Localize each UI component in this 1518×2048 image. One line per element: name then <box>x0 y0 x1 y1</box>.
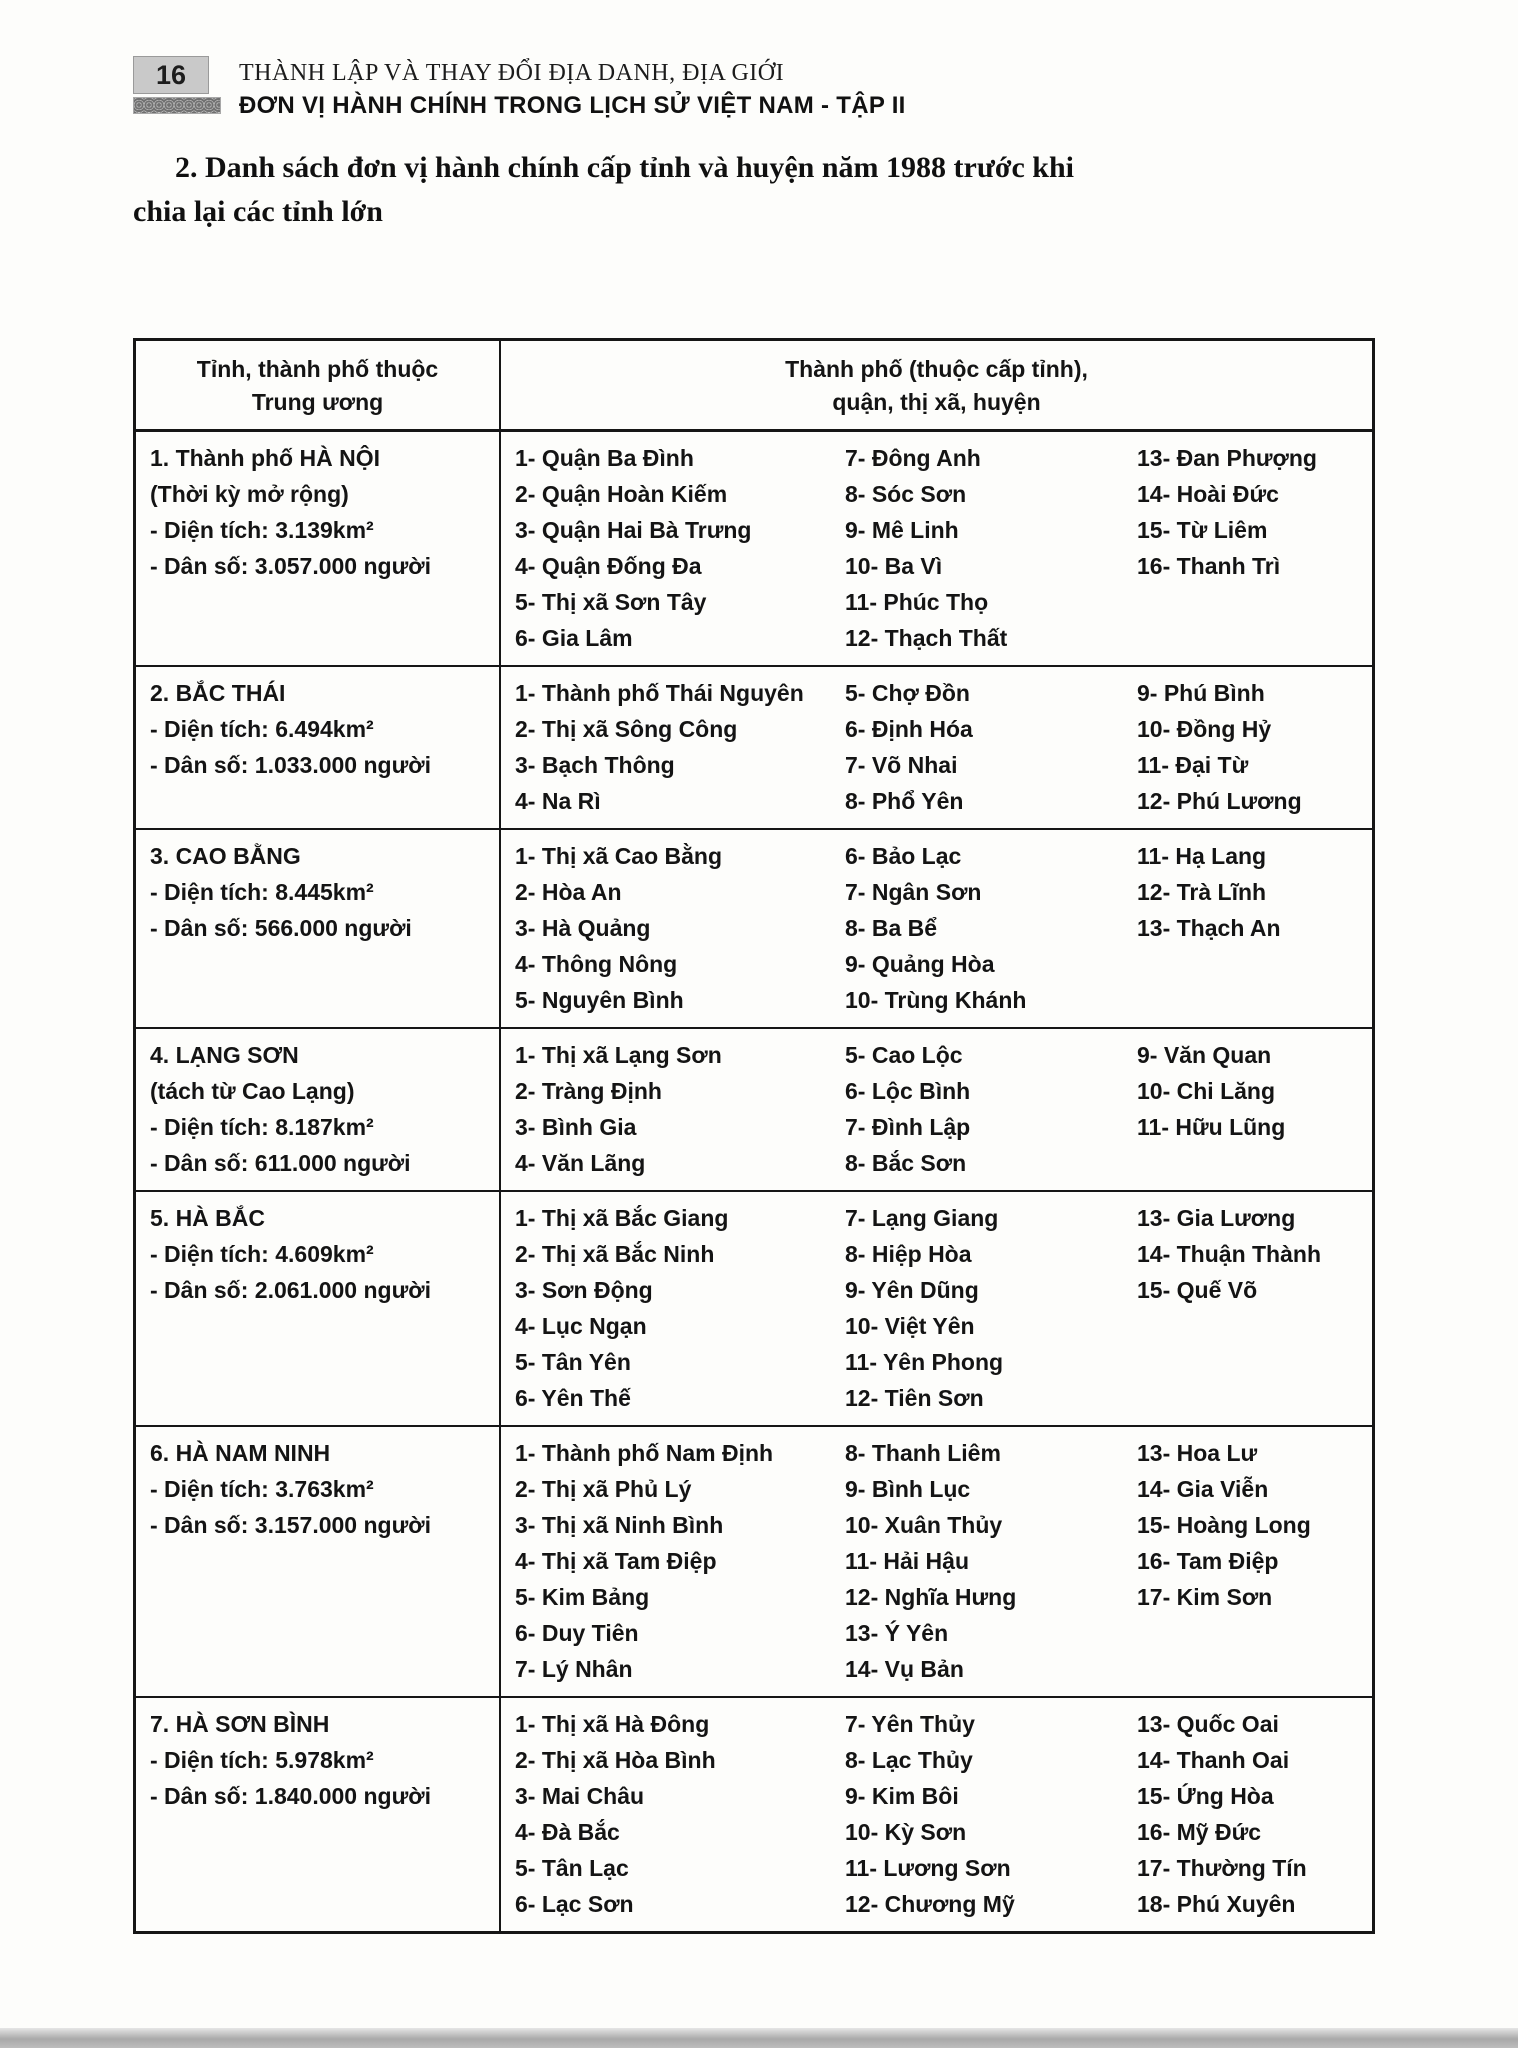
province-line: - Dân số: 566.000 người <box>150 915 412 941</box>
district-item: 11- Hữu Lũng <box>1137 1114 1286 1140</box>
running-head-titles <box>239 56 906 122</box>
province-line: - Dân số: 611.000 người <box>150 1150 411 1176</box>
table-row <box>136 667 1372 830</box>
province-cell <box>136 1029 501 1190</box>
district-column-2 <box>831 1200 1123 1416</box>
district-item: 3- Sơn Động <box>515 1277 653 1303</box>
district-item: 1- Thị xã Hà Đông <box>515 1711 710 1737</box>
district-item: 5- Kim Bảng <box>515 1584 650 1610</box>
district-item: 9- Yên Dũng <box>845 1277 979 1303</box>
district-item: 5- Tân Lạc <box>515 1855 629 1881</box>
col2-header-line1: Thành phố (thuộc cấp tỉnh), <box>785 356 1088 382</box>
table-row <box>136 1427 1372 1698</box>
table-row <box>136 1698 1372 1931</box>
district-item: 8- Hiệp Hòa <box>845 1241 972 1267</box>
district-item: 16- Thanh Trì <box>1137 553 1281 579</box>
district-item: 5- Cao Lộc <box>845 1042 963 1068</box>
page-number: 16 <box>133 56 209 94</box>
district-item: 9- Bình Lục <box>845 1476 971 1502</box>
district-item: 15- Từ Liêm <box>1137 517 1268 543</box>
district-item: 12- Tiên Sơn <box>845 1385 984 1411</box>
col2-header-line2: quận, thị xã, huyện <box>832 389 1041 415</box>
table-header-row <box>136 341 1372 432</box>
district-item: 4- Na Rì <box>515 788 601 814</box>
district-column-2 <box>831 440 1123 656</box>
districts-cell <box>501 432 1372 665</box>
province-line: - Diện tích: 4.609km² <box>150 1241 374 1267</box>
district-item: 7- Đông Anh <box>845 445 981 471</box>
district-item: 1- Thị xã Lạng Sơn <box>515 1042 722 1068</box>
district-item: 8- Thanh Liêm <box>845 1440 1001 1466</box>
province-cell <box>136 667 501 828</box>
col1-header-line2: Trung ương <box>251 389 384 415</box>
district-item: 14- Vụ Bản <box>845 1656 964 1682</box>
district-item: 7- Đình Lập <box>845 1114 971 1140</box>
district-column-2 <box>831 838 1123 1018</box>
district-column-3 <box>1123 1037 1372 1181</box>
district-item: 7- Lý Nhân <box>515 1656 633 1682</box>
district-item: 8- Sóc Sơn <box>845 481 967 507</box>
district-item: 1- Quận Ba Đình <box>515 445 694 471</box>
district-item: 4- Đà Bắc <box>515 1819 620 1845</box>
district-item: 10- Chi Lăng <box>1137 1078 1276 1104</box>
district-item: 5- Thị xã Sơn Tây <box>515 589 707 615</box>
district-item: 13- Thạch An <box>1137 915 1281 941</box>
district-item: 11- Phúc Thọ <box>845 589 989 615</box>
district-item: 3- Thị xã Ninh Bình <box>515 1512 724 1538</box>
districts-cell <box>501 1427 1372 1696</box>
district-item: 10- Trùng Khánh <box>845 987 1027 1013</box>
district-item: 8- Lạc Thủy <box>845 1747 973 1773</box>
district-item: 13- Hoa Lư <box>1137 1440 1258 1466</box>
district-item: 5- Nguyên Bình <box>515 987 684 1013</box>
districts-cell <box>501 1192 1372 1425</box>
district-column-3 <box>1123 1200 1372 1416</box>
province-line: - Diện tích: 8.445km² <box>150 879 374 905</box>
district-item: 4- Quận Đống Đa <box>515 553 702 579</box>
district-item: 13- Ý Yên <box>845 1620 949 1646</box>
district-item: 15- Quế Võ <box>1137 1277 1258 1303</box>
district-item: 4- Văn Lãng <box>515 1150 646 1176</box>
province-line: 4. LẠNG SƠN <box>150 1042 299 1068</box>
district-item: 7- Võ Nhai <box>845 752 958 778</box>
district-item: 15- Hoàng Long <box>1137 1512 1311 1538</box>
district-item: 8- Phổ Yên <box>845 788 964 814</box>
districts-cell <box>501 667 1372 828</box>
district-item: 10- Xuân Thủy <box>845 1512 1003 1538</box>
district-item: 16- Mỹ Đức <box>1137 1819 1262 1845</box>
district-item: 14- Hoài Đức <box>1137 481 1279 507</box>
district-item: 1- Thành phố Nam Định <box>515 1440 774 1466</box>
district-column-3 <box>1123 1435 1372 1687</box>
province-line: - Dân số: 1.840.000 người <box>150 1783 431 1809</box>
district-item: 2- Thị xã Bắc Ninh <box>515 1241 715 1267</box>
district-column-1 <box>501 838 831 1018</box>
province-line: - Diện tích: 6.494km² <box>150 716 374 742</box>
district-column-1 <box>501 1435 831 1687</box>
book-title-line2: ĐƠN VỊ HÀNH CHÍNH TRONG LỊCH SỬ VIỆT NAM - TẬP II <box>239 92 906 119</box>
district-column-2 <box>831 1706 1123 1922</box>
district-item: 10- Đồng Hỷ <box>1137 716 1272 742</box>
district-item: 13- Đan Phượng <box>1137 445 1317 471</box>
district-item: 7- Lạng Giang <box>845 1205 999 1231</box>
col2-header <box>501 341 1372 429</box>
province-line: - Diện tích: 5.978km² <box>150 1747 374 1773</box>
districts-cell <box>501 830 1372 1027</box>
district-item: 13- Quốc Oai <box>1137 1711 1279 1737</box>
province-line: 6. HÀ NAM NINH <box>150 1440 331 1466</box>
district-item: 11- Hải Hậu <box>845 1548 969 1574</box>
district-item: 3- Bình Gia <box>515 1114 637 1140</box>
district-item: 4- Thị xã Tam Điệp <box>515 1548 717 1574</box>
districts-cell <box>501 1029 1372 1190</box>
district-item: 6- Duy Tiên <box>515 1620 639 1646</box>
district-item: 10- Ba Vì <box>845 553 943 579</box>
district-column-3 <box>1123 675 1372 819</box>
district-column-2 <box>831 1037 1123 1181</box>
col1-header-line1: Tỉnh, thành phố thuộc <box>196 356 439 382</box>
district-item: 16- Tam Điệp <box>1137 1548 1279 1574</box>
book-title-line1: THÀNH LẬP VÀ THAY ĐỔI ĐỊA DANH, ĐỊA GIỚI <box>239 60 785 86</box>
district-item: 3- Bạch Thông <box>515 752 675 778</box>
district-column-2 <box>831 675 1123 819</box>
province-line: - Dân số: 1.033.000 người <box>150 752 431 778</box>
district-column-1 <box>501 1037 831 1181</box>
province-line: (tách từ Cao Lạng) <box>150 1078 355 1104</box>
district-column-3 <box>1123 440 1372 656</box>
province-line: (Thời kỳ mở rộng) <box>150 481 349 507</box>
province-cell <box>136 830 501 1027</box>
district-item: 2- Thị xã Phủ Lý <box>515 1476 692 1502</box>
district-item: 11- Yên Phong <box>845 1349 1004 1375</box>
district-item: 14- Thuận Thành <box>1137 1241 1321 1267</box>
district-item: 2- Thị xã Hòa Bình <box>515 1747 716 1773</box>
province-line: 5. HÀ BẮC <box>150 1205 266 1231</box>
district-item: 3- Mai Châu <box>515 1783 645 1809</box>
district-item: 10- Việt Yên <box>845 1313 975 1339</box>
district-item: 6- Định Hóa <box>845 716 973 742</box>
districts-cell <box>501 1698 1372 1931</box>
table-row <box>136 1192 1372 1427</box>
district-item: 1- Thành phố Thái Nguyên <box>515 680 804 706</box>
district-item: 6- Lộc Bình <box>845 1078 971 1104</box>
district-item: 11- Hạ Lang <box>1137 843 1267 869</box>
district-item: 2- Quận Hoàn Kiếm <box>515 481 728 507</box>
district-item: 3- Quận Hai Bà Trưng <box>515 517 752 543</box>
district-item: 9- Kim Bôi <box>845 1783 959 1809</box>
district-item: 17- Thường Tín <box>1137 1855 1307 1881</box>
district-item: 12- Phú Lương <box>1137 788 1302 814</box>
district-item: 13- Gia Lương <box>1137 1205 1296 1231</box>
section-title-line2: chia lại các tỉnh lớn <box>133 195 383 228</box>
province-cell <box>136 1427 501 1696</box>
running-head <box>133 56 906 122</box>
district-item: 17- Kim Sơn <box>1137 1584 1273 1610</box>
district-item: 12- Trà Lĩnh <box>1137 879 1267 905</box>
district-item: 6- Yên Thế <box>515 1385 631 1411</box>
province-line: - Diện tích: 3.763km² <box>150 1476 374 1502</box>
district-item: 4- Thông Nông <box>515 951 678 977</box>
scroll-ornament <box>133 97 221 114</box>
district-item: 12- Chương Mỹ <box>845 1891 1015 1917</box>
district-item: 8- Ba Bể <box>845 915 938 941</box>
district-item: 7- Yên Thủy <box>845 1711 975 1737</box>
district-item: 14- Gia Viễn <box>1137 1476 1269 1502</box>
district-item: 14- Thanh Oai <box>1137 1747 1290 1773</box>
table-row <box>136 432 1372 667</box>
district-item: 11- Đại Từ <box>1137 752 1249 778</box>
province-line: - Diện tích: 8.187km² <box>150 1114 374 1140</box>
district-item: 9- Phú Bình <box>1137 680 1265 706</box>
province-line: 2. BẮC THÁI <box>150 680 286 706</box>
table-row <box>136 830 1372 1029</box>
district-item: 9- Quảng Hòa <box>845 951 995 977</box>
province-line: - Dân số: 3.157.000 người <box>150 1512 431 1538</box>
district-item: 1- Thị xã Cao Bằng <box>515 843 723 869</box>
district-item: 6- Gia Lâm <box>515 625 633 651</box>
district-column-3 <box>1123 838 1372 1018</box>
province-line: 1. Thành phố HÀ NỘI <box>150 445 380 471</box>
section-title-line1: 2. Danh sách đơn vị hành chính cấp tỉnh và huyện năm 1988 trước khi <box>175 151 1074 184</box>
district-item: 2- Hòa An <box>515 879 622 905</box>
district-item: 12- Nghĩa Hưng <box>845 1584 1017 1610</box>
district-column-3 <box>1123 1706 1372 1922</box>
province-cell <box>136 432 501 665</box>
district-item: 2- Thị xã Sông Công <box>515 716 738 742</box>
district-item: 9- Mê Linh <box>845 517 959 543</box>
district-item: 1- Thị xã Bắc Giang <box>515 1205 729 1231</box>
province-line: 7. HÀ SƠN BÌNH <box>150 1711 330 1737</box>
scan-artifact-band <box>0 2028 1518 2048</box>
table-row <box>136 1029 1372 1192</box>
district-column-1 <box>501 1200 831 1416</box>
district-item: 10- Kỳ Sơn <box>845 1819 967 1845</box>
district-item: 8- Bắc Sơn <box>845 1150 967 1176</box>
district-column-1 <box>501 1706 831 1922</box>
district-item: 3- Hà Quảng <box>515 915 651 941</box>
district-item: 12- Thạch Thất <box>845 625 1008 651</box>
page-number-block <box>133 56 221 114</box>
province-line: - Dân số: 2.061.000 người <box>150 1277 431 1303</box>
province-line: 3. CAO BẰNG <box>150 843 301 869</box>
district-column-2 <box>831 1435 1123 1687</box>
province-cell <box>136 1698 501 1931</box>
section-title <box>133 146 1133 234</box>
district-item: 9- Văn Quan <box>1137 1042 1272 1068</box>
district-column-1 <box>501 440 831 656</box>
table-body <box>136 432 1372 1931</box>
district-item: 5- Tân Yên <box>515 1349 631 1375</box>
district-item: 6- Lạc Sơn <box>515 1891 634 1917</box>
district-item: 11- Lương Sơn <box>845 1855 1011 1881</box>
province-cell <box>136 1192 501 1425</box>
admin-units-table <box>133 338 1375 1934</box>
district-item: 15- Ứng Hòa <box>1137 1783 1274 1809</box>
district-item: 18- Phú Xuyên <box>1137 1891 1296 1917</box>
district-item: 5- Chợ Đồn <box>845 680 970 706</box>
province-line: - Dân số: 3.057.000 người <box>150 553 431 579</box>
district-item: 4- Lục Ngạn <box>515 1313 647 1339</box>
district-item: 2- Tràng Định <box>515 1078 662 1104</box>
col1-header <box>136 341 501 429</box>
district-item: 7- Ngân Sơn <box>845 879 982 905</box>
district-column-1 <box>501 675 831 819</box>
district-item: 6- Bảo Lạc <box>845 843 962 869</box>
province-line: - Diện tích: 3.139km² <box>150 517 374 543</box>
